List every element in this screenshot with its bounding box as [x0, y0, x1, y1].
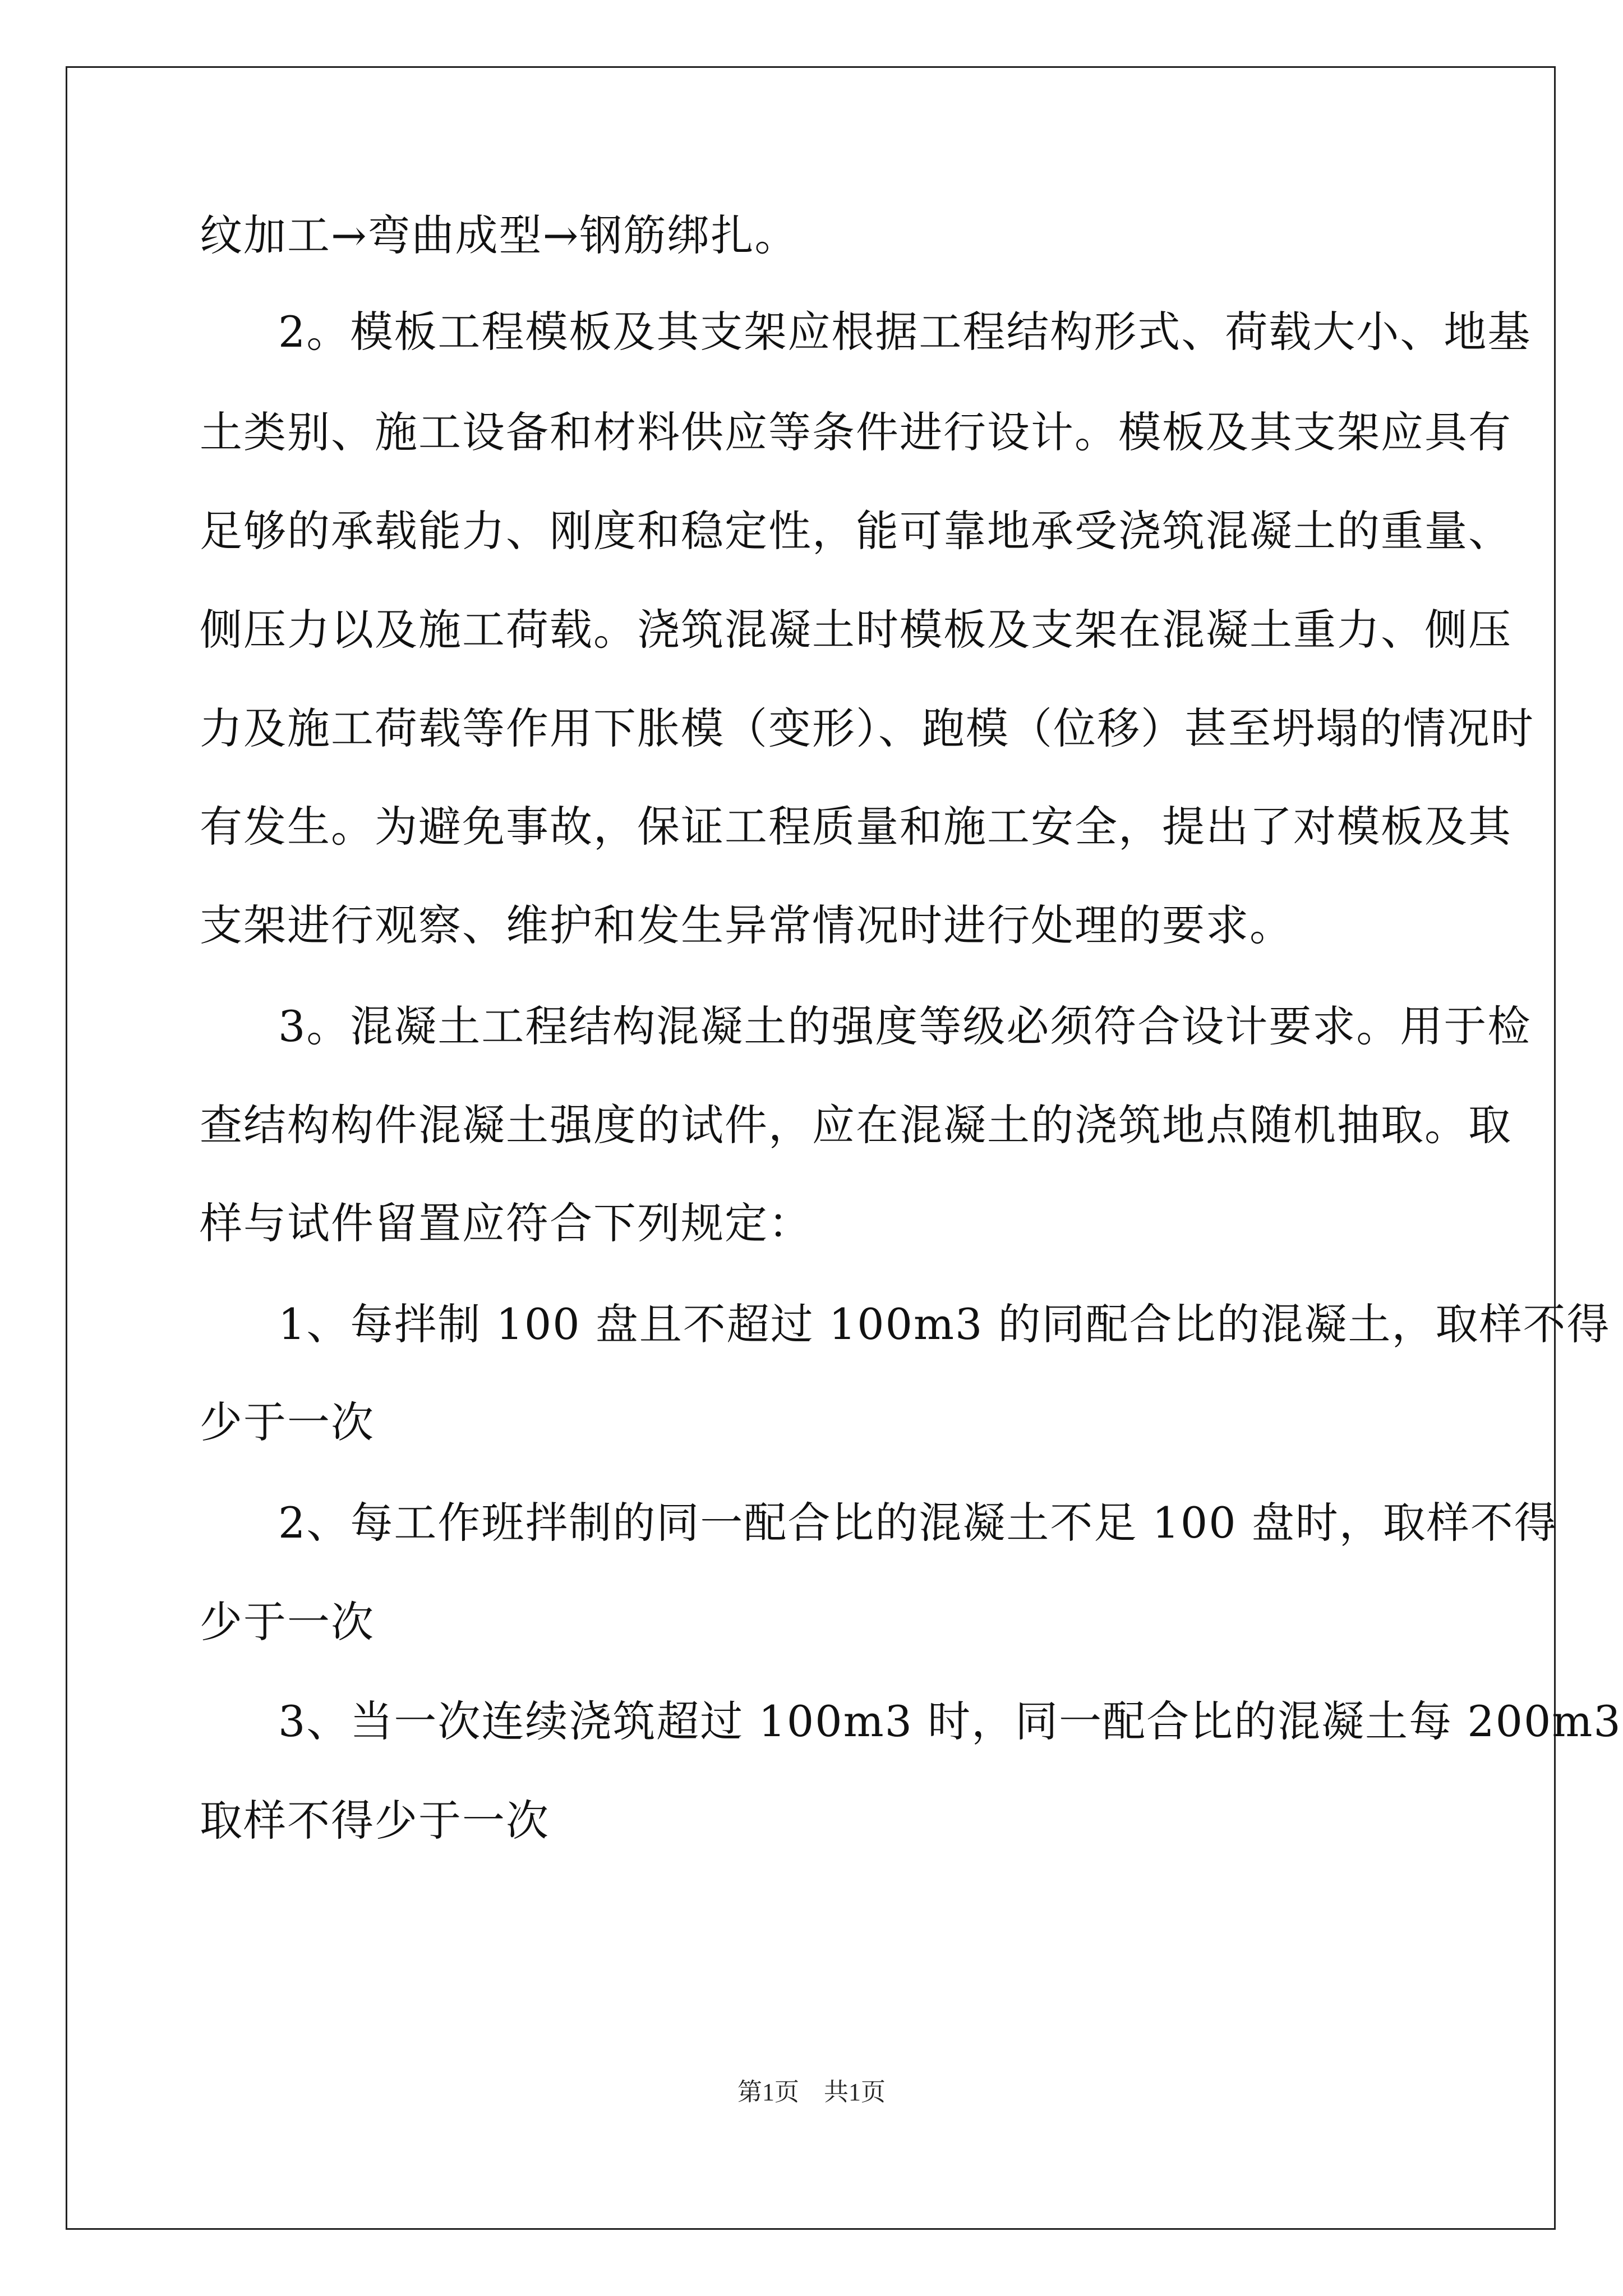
text-line-12: 1、每拌制 100 盘且不超过 100m3 的同配合比的混凝土，取样不得	[278, 1299, 1611, 1349]
text-line-2: 2。模板工程模板及其支架应根据工程结构形式、荷载大小、地基	[278, 307, 1532, 357]
text-line-4: 足够的承载能力、刚度和稳定性，能可靠地承受浇筑混凝土的重量、	[200, 506, 1512, 556]
text-line-11: 样与试件留置应符合下列规定：	[200, 1198, 812, 1248]
text-line-6: 力及施工荷载等作用下胀模（变形）、跑模（位移）甚至坍塌的情况时	[200, 703, 1534, 753]
text-line-10: 查结构构件混凝土强度的试件，应在混凝土的浇筑地点随机抽取。取	[200, 1100, 1512, 1150]
text-line-14: 2、每工作班拌制的同一配合比的混凝土不足 100 盘时，取样不得	[278, 1498, 1558, 1548]
text-line-3: 土类别、施工设备和材料供应等条件进行设计。模板及其支架应具有	[200, 407, 1512, 457]
text-line-17: 取样不得少于一次	[200, 1796, 550, 1846]
text-line-5: 侧压力以及施工荷载。浇筑混凝土时模板及支架在混凝土重力、侧压	[200, 605, 1512, 655]
text-line-8: 支架进行观察、维护和发生异常情况时进行处理的要求。	[200, 900, 1293, 950]
text-line-16: 3、当一次连续浇筑超过 100m3 时，同一配合比的混凝土每 200m3	[278, 1696, 1622, 1746]
page-footer: 第1页 共1页	[737, 2078, 886, 2106]
text-line-13: 少于一次	[200, 1397, 375, 1447]
text-line-7: 有发生。为避免事故，保证工程质量和施工安全，提出了对模板及其	[200, 802, 1512, 852]
text-line-1: 纹加工→弯曲成型→钢筋绑扎。	[200, 210, 799, 260]
text-line-15: 少于一次	[200, 1597, 375, 1647]
text-line-9: 3。混凝土工程结构混凝土的强度等级必须符合设计要求。用于检	[278, 1001, 1532, 1051]
